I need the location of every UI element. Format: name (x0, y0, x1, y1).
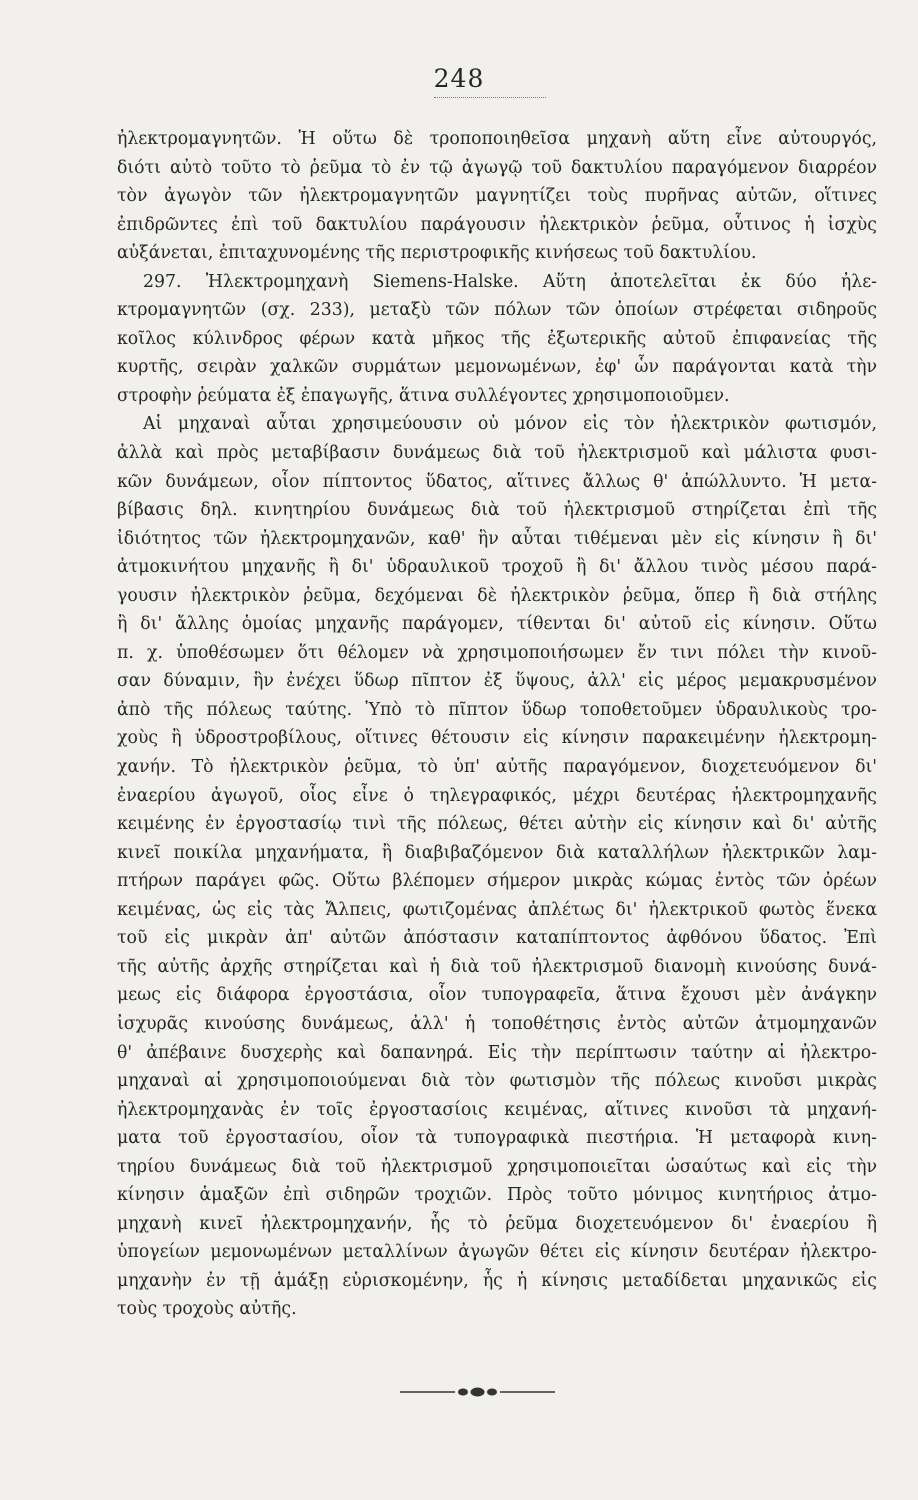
text-line: αὐξάνεται, ἐπιταχυνομένης τῆς περιστροφικῆς κινήσεως τοῦ δακτυλίου. (117, 243, 757, 264)
text-line: π. χ. ὑποθέσωμεν ὅτι θέλομεν νὰ χρησιμοποιήσωμεν ἔν τινι πόλει τὴν κινοῦ- (117, 642, 877, 663)
text-line: γουσιν ἠλεκτρικὸν ῥεῦμα, δεχόμεναι δὲ ἠλεκτρικὸν ῥεῦμα, ὅπερ ἢ διὰ στήλης (117, 585, 877, 606)
text-line: τὸν ἀγωγὸν τῶν ἠλεκτρομαγνητῶν μαγνητίζει τοὺς πυρῆνας αὐτῶν, οἵτινες (117, 186, 877, 207)
text-line: τηρίου δυνάμεως διὰ τοῦ ἠλεκτρισμοῦ χρησιμοποιεῖται ὡσαύτως καὶ εἰς τὴν (117, 1156, 877, 1177)
page-number: 248 (433, 64, 485, 93)
text-line: μηχανὴ κινεῖ ἠλεκτρομηχανήν, ἧς τὸ ῥεῦμα διοχετευόμενον δι' ἐναερίου ἢ (117, 1213, 877, 1234)
text-line: ἐναερίου ἀγωγοῦ, οἷος εἶνε ὁ τηλεγραφικός, μέχρι δευτέρας ἠλεκτρομηχανῆς (117, 785, 877, 806)
text-line: βίβασις δηλ. κινητηρίου δυνάμεως διὰ τοῦ ἠλεκτρισμοῦ στηρίζεται ἐπὶ τῆς (117, 500, 877, 521)
text-line: ἀτμοκινήτου μηχανῆς ἢ δι' ὑδραυλικοῦ τροχοῦ ἢ δι' ἄλλου τινὸς μέσου παρά- (117, 557, 877, 578)
ornament-rule-icon (400, 1383, 555, 1401)
text-line: χοὺς ἢ ὑδροστροβίλους, οἵτινες θέτουσιν εἰς κίνησιν παρακειμένην ἠλεκτρομη- (117, 728, 877, 749)
text-line: κυρτῆς, σειρὰν χαλκῶν συρμάτων μεμονωμένων, ἐφ' ὧν παράγονται κατὰ τὴν (117, 357, 877, 378)
text-line: τοὺς τροχοὺς αὐτῆς. (117, 1299, 297, 1320)
text-line: πτήρων παράγει φῶς. Οὕτω βλέπομεν σήμερον μικρὰς κώμας ἐντὸς τῶν ὀρέων (117, 871, 877, 892)
text-line: ἀπὸ τῆς πόλεως ταύτης. Ὑπὸ τὸ πῖπτον ὕδωρ τοποθετοῦμεν ὑδραυλικοὺς τρο- (117, 699, 877, 720)
text-line: σαν δύναμιν, ἣν ἐνέχει ὕδωρ πῖπτον ἐξ ὕψους, ἀλλ' εἰς μέρος μεμακρυσμένον (117, 671, 877, 692)
end-ornament (400, 1383, 555, 1401)
text-line: ἀλλὰ καὶ πρὸς μεταβίβασιν δυνάμεως διὰ τοῦ ἠλεκτρισμοῦ καὶ μάλιστα φυσι- (117, 443, 877, 464)
text-line: τῆς αὐτῆς ἀρχῆς στηρίζεται καὶ ἡ διὰ τοῦ ἠλεκτρισμοῦ διανομὴ κινούσης δυνά- (117, 956, 877, 977)
text-line: κοῖλος κύλινδρος φέρων κατὰ μῆκος τῆς ἐξωτερικῆς αὐτοῦ ἐπιφανείας τῆς (117, 328, 877, 349)
text-line: κινεῖ ποικίλα μηχανήματα, ἢ διαβιβαζόμενον διὰ καταλλήλων ἠλεκτρικῶν λαμ- (117, 842, 877, 863)
text-line: ἰσχυρᾶς κινούσης δυνάμεως, ἀλλ' ἡ τοποθέτησις ἐντὸς αὐτῶν ἀτμομηχανῶν (117, 1013, 877, 1034)
text-line: κῶν δυνάμεων, οἷον πίπτοντος ὕδατος, αἵτινες ἄλλως θ' ἀπώλλυντο. Ἡ μετα- (117, 471, 877, 492)
text-line: διότι αὐτὸ τοῦτο τὸ ῥεῦμα τὸ ἐν τῷ ἀγωγῷ τοῦ δακτυλίου παραγόμενον διαρρέον (117, 157, 877, 178)
text-line: ἠλεκτρομηχανὰς ἐν τοῖς ἐργοστασίοις κειμένας, αἵτινες κινοῦσι τὰ μηχανή- (117, 1099, 877, 1120)
text-line: ἠλεκτρομαγνητῶν. Ἡ οὕτω δὲ τροποποιηθεῖσα μηχανὴ αὕτη εἶνε αὐτουργός, (117, 129, 877, 149)
text-line: ἐπιδρῶντες ἐπὶ τοῦ δακτυλίου παράγουσιν ἠλεκτρικὸν ῥεῦμα, οὗτινος ἡ ἰσχὺς (117, 214, 877, 235)
text-line: κτρομαγνητῶν (σχ. 233), μεταξὺ τῶν πόλων τῶν ὁποίων στρέφεται σιδηροῦς (117, 300, 877, 321)
text-line: θ' ἀπέβαινε δυσχερὴς καὶ δαπανηρά. Εἰς τὴν περίπτωσιν ταύτην αἱ ἠλεκτρο- (117, 1042, 877, 1063)
text-line: κίνησιν ἁμαξῶν ἐπὶ σιδηρῶν τροχιῶν. Πρὸς τοῦτο μόνιμος κινητήριος ἀτμο- (117, 1185, 877, 1206)
text-line: Αἱ μηχαναὶ αὗται χρησιμεύουσιν οὐ μόνον εἰς τὸν ἠλεκτρικὸν φωτισμόν, (143, 414, 877, 435)
text-line: ὑπογείων μεμονωμένων μεταλλίνων ἀγωγῶν θέτει εἰς κίνησιν δευτέραν ἠλεκτρο- (117, 1242, 877, 1263)
text-line: μεως εἰς διάφορα ἐργοστάσια, οἷον τυπογραφεῖα, ἅτινα ἔχουσι μὲν ἀνάγκην (117, 985, 877, 1006)
text-line: μηχανὴν ἐν τῇ ἁμάξῃ εὑρισκομένην, ἧς ἡ κίνησις μεταδίδεται μηχανικῶς εἰς (117, 1270, 877, 1291)
text-line: ἰδιότητος τῶν ἠλεκτρομηχανῶν, καθ' ἣν αὗται τιθέμεναι μὲν εἰς κίνησιν ἢ δι' (117, 528, 877, 549)
section-heading-line: 297. Ἠλεκτρομηχανὴ Siemens-Halske. Αὕτη ἀποτελεῖται ἐκ δύο ἠλε- (143, 271, 877, 292)
text-line: τοῦ εἰς μικρὰν ἀπ' αὐτῶν ἀπόστασιν καταπίπτοντος ἀφθόνου ὕδατος. Ἐπὶ (117, 928, 877, 949)
text-line: στροφὴν ῥεύματα ἐξ ἐπαγωγῆς, ἅτινα συλλέγοντες χρησιμοποιοῦμεν. (117, 385, 730, 406)
header-rule (434, 97, 546, 98)
text-line: κειμένης ἐν ἐργοστασίῳ τινὶ τῆς πόλεως, θέτει αὐτὴν εἰς κίνησιν καὶ δι' αὐτῆς (117, 814, 877, 835)
text-line: ματα τοῦ ἐργοστασίου, οἷον τὰ τυπογραφικὰ πιεστήρια. Ἡ μεταφορὰ κινη- (117, 1128, 877, 1149)
text-line: κειμένας, ὡς εἰς τὰς Ἄλπεις, φωτιζομένας ἀπλέτως δι' ἠλεκτρικοῦ φωτὸς ἕνεκα (117, 899, 877, 920)
text-line: μηχαναὶ αἱ χρησιμοποιούμεναι διὰ τὸν φωτισμὸν τῆς πόλεως κινοῦσι μικρὰς (117, 1071, 877, 1092)
text-line: χανήν. Τὸ ἠλεκτρικὸν ῥεῦμα, τὸ ὑπ' αὐτῆς παραγόμενον, διοχετευόμενον δι' (117, 757, 877, 778)
text-line: ἢ δι' ἄλλης ὁμοίας μηχανῆς παράγομεν, τίθενται δι' αὐτοῦ εἰς κίνησιν. Οὕτω (117, 614, 877, 635)
text-body (117, 125, 877, 1324)
